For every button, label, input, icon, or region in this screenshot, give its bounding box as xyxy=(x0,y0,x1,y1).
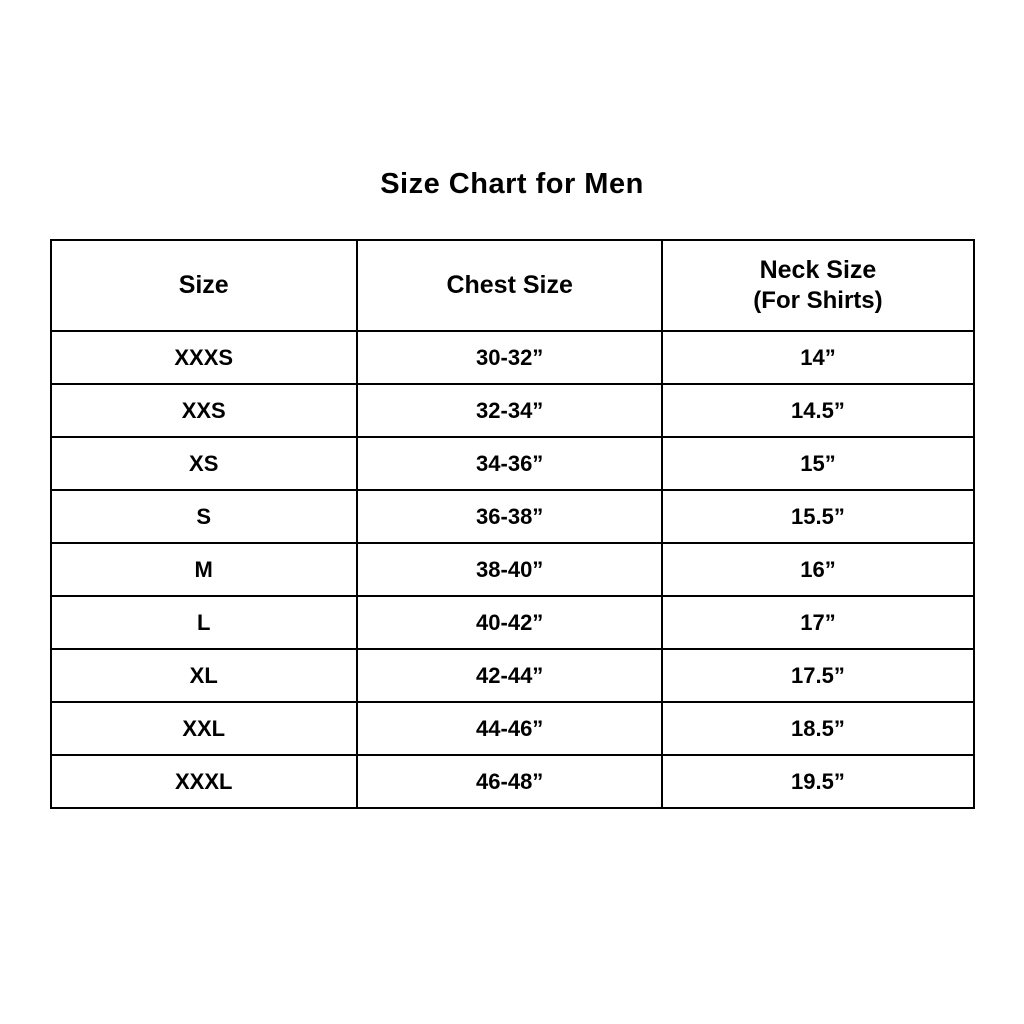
cell-chest-size: 36-38” xyxy=(357,490,663,543)
cell-size: XS xyxy=(51,437,357,490)
cell-neck-size: 18.5” xyxy=(662,702,973,755)
cell-neck-size: 15.5” xyxy=(662,490,973,543)
size-chart-table xyxy=(50,239,975,809)
cell-chest-size: 34-36” xyxy=(357,437,663,490)
cell-size: XXXS xyxy=(51,331,357,384)
table-body xyxy=(51,331,974,808)
cell-neck-size: 19.5” xyxy=(662,755,973,808)
table-row xyxy=(51,490,974,543)
table-row xyxy=(51,649,974,702)
column-header-neck-size-label: Neck Size xyxy=(759,255,877,284)
table-row xyxy=(51,437,974,490)
page-title: Size Chart for Men xyxy=(380,168,644,200)
table-row xyxy=(51,543,974,596)
cell-chest-size: 44-46” xyxy=(357,702,663,755)
cell-neck-size: 16” xyxy=(662,543,973,596)
cell-chest-size: 32-34” xyxy=(357,384,663,437)
table-row xyxy=(51,755,974,808)
cell-chest-size: 30-32” xyxy=(357,331,663,384)
table-row xyxy=(51,384,974,437)
cell-neck-size: 15” xyxy=(662,437,973,490)
cell-neck-size: 17.5” xyxy=(662,649,973,702)
cell-neck-size: 14.5” xyxy=(662,384,973,437)
cell-size: XL xyxy=(51,649,357,702)
cell-chest-size: 38-40” xyxy=(357,543,663,596)
cell-size: M xyxy=(51,543,357,596)
cell-size: XXL xyxy=(51,702,357,755)
cell-chest-size: 40-42” xyxy=(357,596,663,649)
table-row xyxy=(51,331,974,384)
header-row xyxy=(51,240,974,331)
column-header-size: Size xyxy=(51,240,357,331)
table-row xyxy=(51,702,974,755)
cell-size: XXXL xyxy=(51,755,357,808)
cell-size: S xyxy=(51,490,357,543)
cell-chest-size: 42-44” xyxy=(357,649,663,702)
column-header-chest-size: Chest Size xyxy=(357,240,663,331)
cell-size: L xyxy=(51,596,357,649)
cell-neck-size: 14” xyxy=(662,331,973,384)
column-header-neck-size xyxy=(662,240,973,331)
column-header-neck-size-sublabel: (For Shirts) xyxy=(753,287,883,315)
cell-size: XXS xyxy=(51,384,357,437)
table-row xyxy=(51,596,974,649)
table-header xyxy=(51,240,974,331)
cell-chest-size: 46-48” xyxy=(357,755,663,808)
cell-neck-size: 17” xyxy=(662,596,973,649)
